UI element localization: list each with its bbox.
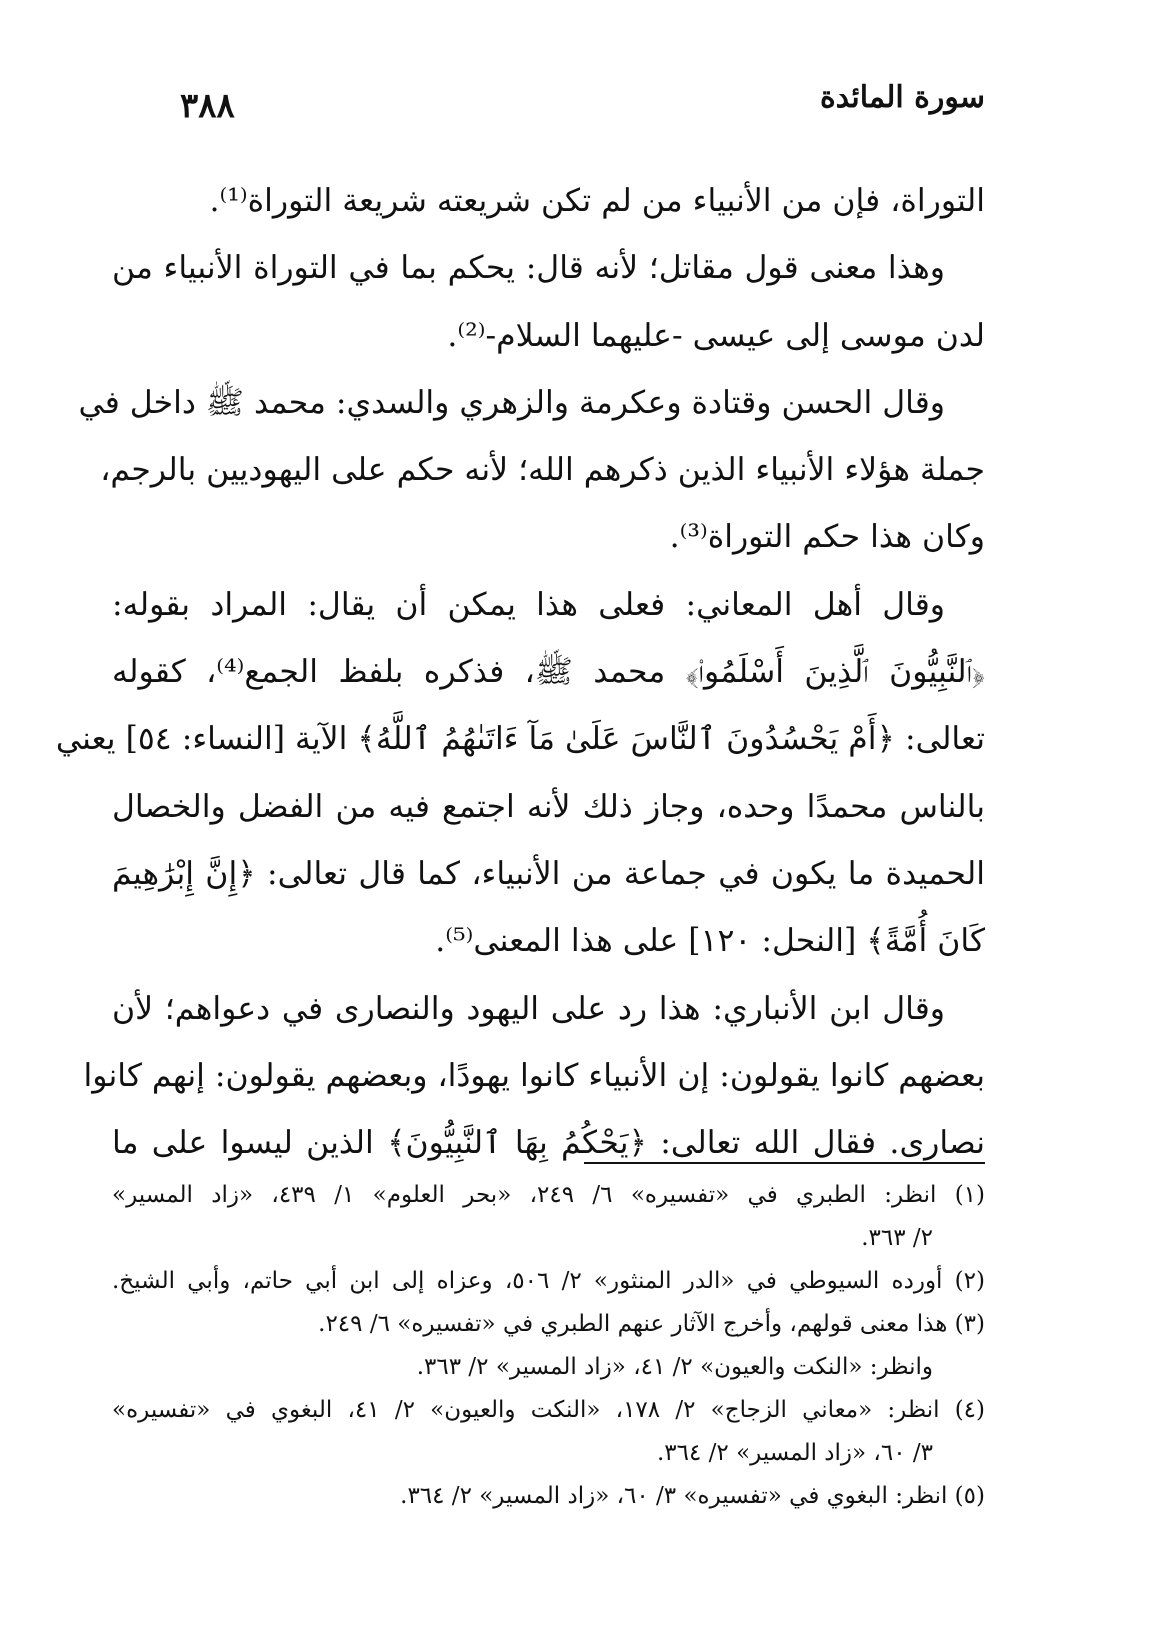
body-line: بعضهم كانوا يقولون: إن الأنبياء كانوا يهودًا، وبعضهم يقولون: إنهم كانوا [83, 1057, 985, 1094]
body-line: ﴿ٱلنَّبِيُّونَ ٱلَّذِينَ أَسْلَمُوا۟﴾ محمد ﷺ، فذكره بلفظ الجمع⁽⁴⁾، كقوله [112, 654, 985, 691]
footnote-line: (٢) أورده السيوطي في «الدر المنثور» ٢/ ٥٠٦، وعزاه إلى ابن أبي حاتم، وأبي الشيخ. [112, 1268, 985, 1294]
body-line: تعالى: ﴿أَمْ يَحْسُدُونَ ٱلنَّاسَ عَلَىٰ مَآ ءَاتَىٰهُمُ ٱللَّهُ﴾ الآية [النساء: ٥٤] يعني [55, 721, 985, 758]
surah-title: سورة المائدة [819, 80, 985, 115]
body-line: جملة هؤلاء الأنبياء الذين ذكرهم الله؛ لأنه حكم على اليهوديين بالرجم، [100, 452, 985, 489]
footnote-divider [584, 1162, 985, 1164]
running-head [180, 80, 985, 130]
body-line: الحميدة ما يكون في جماعة من الأنبياء، كما قال تعالى: ﴿إِنَّ إِبْرَٰهِيمَ [112, 855, 985, 892]
body-line: نصارى. فقال الله تعالى: ﴿يَحْكُمُ بِهَا ٱلنَّبِيُّونَ﴾ الذين ليسوا على ما [112, 1125, 985, 1162]
footnote-line: (٥) انظر: البغوي في «تفسيره» ٣/ ٦٠، «زاد المسير» ٢/ ٣٦٤. [400, 1483, 985, 1509]
body-text [55, 168, 985, 1177]
footnote-line: (١) انظر: الطبري في «تفسيره» ٦/ ٢٤٩، «بحر العلوم» ١/ ٤٣٩، «زاد المسير» [112, 1182, 986, 1208]
footnote-line: (٤) انظر: «معاني الزجاج» ٢/ ١٧٨، «النكت والعيون» ٢/ ٤١، البغوي في «تفسيره» [112, 1397, 986, 1423]
footnote-line: ٢/ ٣٦٣. [861, 1225, 933, 1251]
body-line: وقال أهل المعاني: فعلى هذا يمكن أن يقال: المراد بقوله: [112, 586, 945, 623]
footnotes [112, 1174, 985, 1518]
body-line: لدن موسى إلى عيسى -عليهما السلام-⁽²⁾. [447, 317, 985, 354]
footnote-line: (٣) هذا معنى قولهم، وأخرج الآثار عنهم الطبري في «تفسيره» ٦/ ٢٤٩. [318, 1311, 985, 1337]
body-line: وقال الحسن وقتادة وعكرمة والزهري والسدي: محمد ﷺ داخل في [78, 384, 945, 421]
body-line: بالناس محمدًا وحده، وجاز ذلك لأنه اجتمع فيه من الفضل والخصال [112, 788, 985, 825]
body-line: وقال ابن الأنباري: هذا رد على اليهود والنصارى في دعواهم؛ لأن [112, 990, 945, 1027]
footnote-line: وانظر: «النكت والعيون» ٢/ ٤١، «زاد المسير» ٢/ ٣٦٣. [416, 1354, 933, 1380]
body-line: وهذا معنى قول مقاتل؛ لأنه قال: يحكم بما في التوراة الأنبياء من [112, 250, 945, 287]
body-line: وكان هذا حكم التوراة⁽³⁾. [669, 519, 985, 556]
body-line: كَانَ أُمَّةً﴾ [النحل: ١٢٠] على هذا المعنى⁽⁵⁾. [435, 923, 985, 960]
footnote-line: ٣/ ٦٠، «زاد المسير» ٢/ ٣٦٤. [656, 1440, 933, 1466]
body-line: التوراة، فإن من الأنبياء من لم تكن شريعته شريعة التوراة⁽¹⁾. [209, 183, 985, 219]
page-number: ٣٨٨ [180, 86, 235, 126]
